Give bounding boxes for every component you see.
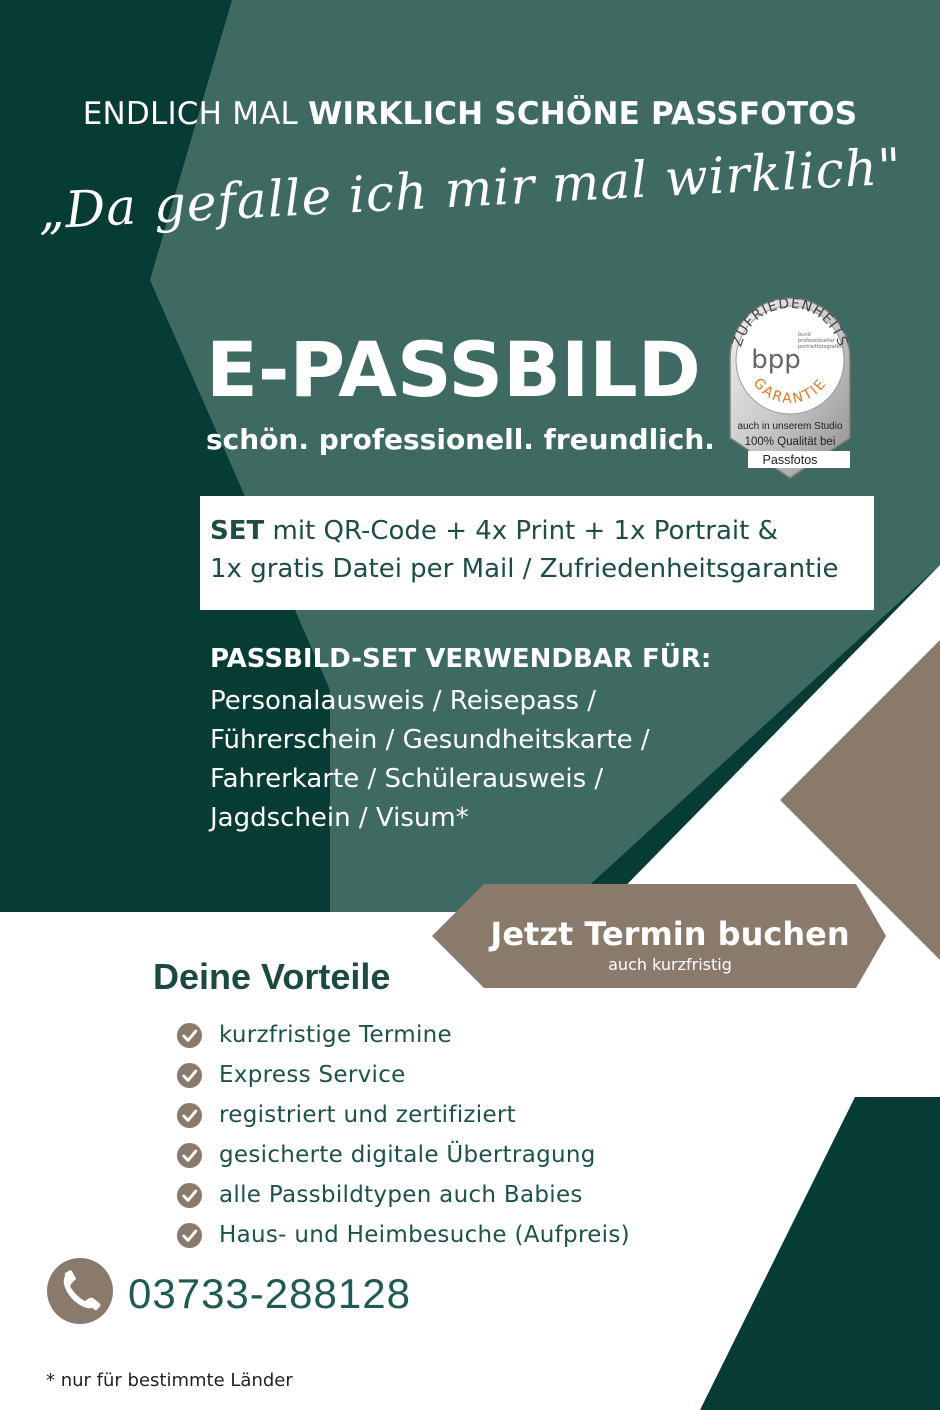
dark-green-bottom-shape: [700, 1097, 940, 1410]
advantage-text: kurzfristige Termine: [219, 1022, 452, 1048]
usage-section: [210, 644, 711, 838]
check-icon: [176, 1022, 203, 1049]
set-info-box: [200, 496, 874, 610]
usage-line: Personalausweis / Reisepass /: [210, 686, 597, 716]
seal-logo: bpp: [751, 345, 801, 375]
list-item: [176, 1175, 630, 1215]
phone-number[interactable]: 03733-288128: [128, 1270, 411, 1317]
seal-arc-bottom: GARANTIE: [749, 375, 831, 408]
quote-script: „Da gefalle ich mir mal wirklich": [36, 137, 904, 241]
usage-line: Jagdschein / Visum*: [210, 803, 469, 833]
headline-bold: WIRKLICH SCHÖNE PASSFOTOS: [308, 96, 858, 132]
page-subtitle: schön. professionell. freundlich.: [206, 423, 715, 456]
seal-logo-caption-2: professioneller: [798, 338, 835, 344]
list-item: [176, 1015, 630, 1055]
check-icon: [176, 1062, 203, 1089]
check-icon: [176, 1182, 203, 1209]
page-title: E-PASSBILD: [206, 325, 701, 414]
headline-light: ENDLICH MAL: [82, 96, 309, 132]
set-label: SET: [210, 516, 265, 546]
check-icon: [176, 1222, 203, 1249]
advantage-text: gesicherte digitale Übertragung: [219, 1142, 596, 1168]
book-appointment-subtext: auch kurzfristig: [608, 955, 732, 974]
footnote: * nur für bestimmte Länder: [46, 1370, 293, 1391]
set-line-1: [210, 512, 874, 550]
check-icon: [176, 1142, 203, 1169]
advantages-list: [176, 1015, 630, 1255]
headline: [0, 96, 940, 132]
set-line-1-text: mit QR-Code + 4x Print + 1x Portrait &: [264, 516, 778, 546]
usage-title: PASSBILD-SET VERWENDBAR FÜR:: [210, 644, 712, 674]
list-item: [176, 1135, 630, 1175]
advantage-text: Haus- und Heimbesuche (Aufpreis): [219, 1222, 630, 1248]
advantages-title: Deine Vorteile: [153, 956, 391, 997]
usage-line: Fahrerkarte / Schülerausweis /: [210, 764, 604, 794]
advantage-text: Express Service: [219, 1062, 406, 1088]
usage-line: Führerschein / Gesundheitskarte /: [210, 725, 650, 755]
satisfaction-guarantee-seal: [720, 288, 860, 480]
list-item: [176, 1055, 630, 1095]
list-item: [176, 1095, 630, 1135]
phone-icon[interactable]: [46, 1257, 114, 1325]
book-appointment-button[interactable]: Jetzt Termin buchen: [490, 915, 850, 953]
check-icon: [176, 1102, 203, 1129]
seal-logo-caption-3: portraitfotografen: [798, 344, 843, 350]
seal-line-2: 100% Qualität bei: [744, 436, 836, 448]
list-item: [176, 1215, 630, 1255]
seal-line-1: auch in unserem Studio: [737, 421, 843, 432]
advantage-text: alle Passbildtypen auch Babies: [219, 1182, 583, 1208]
set-line-2: 1x gratis Datei per Mail / Zufriedenheitsgarantie: [210, 554, 839, 584]
seal-logo-caption-1: bund: [798, 332, 811, 338]
seal-line-3: Passfotos: [762, 453, 818, 467]
seal-arc-top: ZUFRIEDENHEITS: [729, 295, 851, 349]
advantage-text: registriert und zertifiziert: [219, 1102, 517, 1128]
